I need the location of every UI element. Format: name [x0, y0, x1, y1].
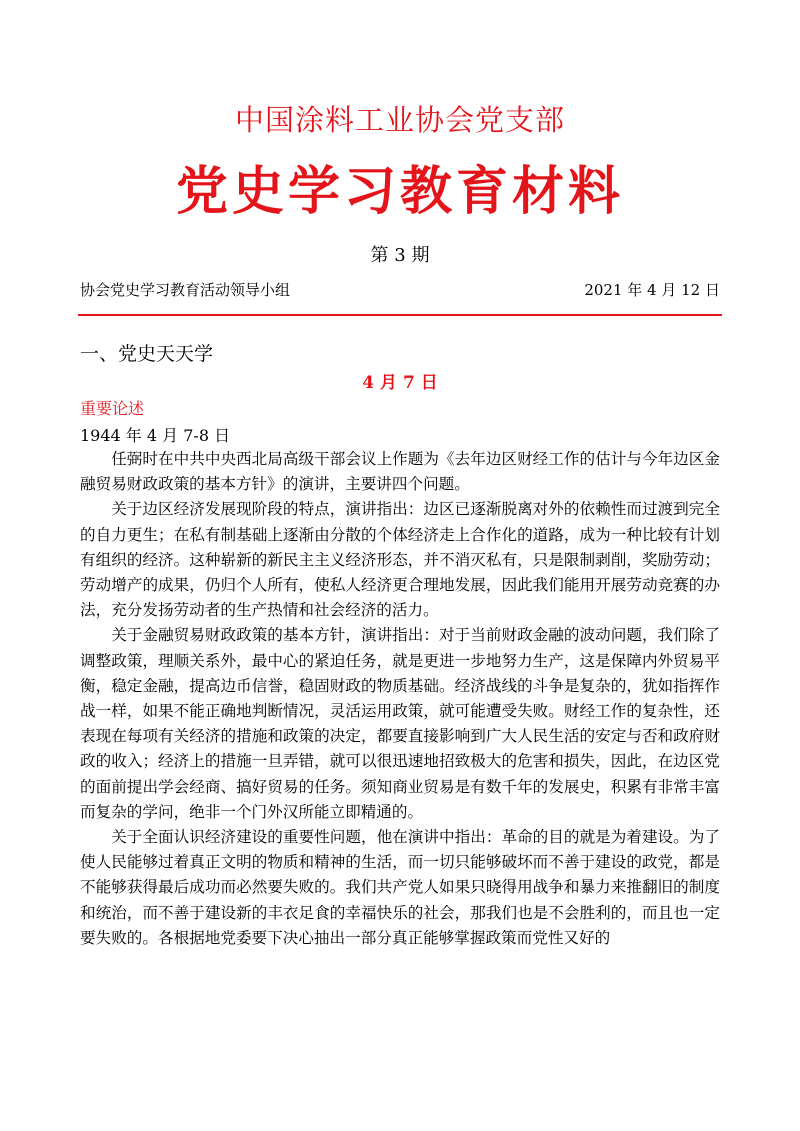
- header-divider: [78, 314, 722, 316]
- issue-number: 第 3 期: [370, 245, 430, 266]
- paragraph: 关于金融贸易财政政策的基本方针，演讲指出：对于当前财政金融的波动问题，我们除了调整政策，理顺关系外，最中心的紧迫任务，就是更进一步地努力生产，这是保障内外贸易平衡，稳定金融，提高边币信誉，稳固财政的物质基础。经济战线的斗争是复杂的，犹如指挥作战一样，如果不能正确地判断情况，灵活运用政策，就可能遭受失败。财经工作的复杂性，还表现在每项有关经济的措施和政策的决定，都要直接影响到广大人民生活的安定与否和政府财政的收入；经济上的措施一旦弄错，就可以很迅速地招致极大的危害和损失，因此，在边区党的面前提出学会经商、搞好贸易的任务。须知商业贸易是有数千年的发展史，积累有非常丰富而复杂的学问，绝非一个门外汉所能立即精通的。: [80, 626, 720, 821]
- sub-heading: 重要论述: [80, 399, 145, 418]
- paragraph: 任弼时在中共中央西北局高级干部会议上作题为《去年边区财经工作的估计与今年边区金融贸易财政政策的基本方针》的演讲，主要讲四个问题。: [80, 450, 720, 494]
- issuer-name: 协会党史学习教育活动领导小组: [80, 281, 291, 299]
- meta-row: [80, 278, 720, 302]
- event-dateline: 1944 年 4 月 7-8 日: [80, 426, 231, 445]
- document-title: 党史学习教育材料: [175, 162, 624, 222]
- paragraph: 关于全面认识经济建设的重要性问题，他在演讲中指出：革命的目的就是为着建设。为了使人民能够过着真正文明的物质和精神的生活，而一切只能够破坏而不善于建设的政党，都是不能够获得最后成功而必然要失败的。我们共产党人如果只晓得用战争和暴力来推翻旧的制度和统治，而不善于建设新的丰衣足食的幸福快乐的社会，那我们也是不会胜利的，而且也一定要失败的。各根据地党委要下决心抽出一部分真正能够掌握政策而党性又好的: [80, 828, 720, 947]
- paragraph: 关于边区经济发展现阶段的特点，演讲指出：边区已逐渐脱离对外的依赖性而过渡到完全的自力更生；在私有制基础上逐渐由分散的个体经济走上合作化的道路，成为一种比较有计划有组织的经济。这种崭新的新民主主义经济形态，并不消灭私有，只是限制剥削，奖励劳动；劳动增产的成果，仍归个人所有，使私人经济更合理地发展，因此我们能用开展劳动竞赛的办法，充分发扬劳动者的生产热情和社会经济的活力。: [80, 500, 720, 620]
- date-heading: 4 月 7 日: [362, 373, 438, 393]
- body-text: [80, 447, 720, 951]
- issue-date: 2021 年 4 月 12 日: [584, 281, 720, 299]
- organization-title: 中国涂料工业协会党支部: [234, 103, 565, 137]
- section-heading: 一、党史天天学: [80, 343, 214, 365]
